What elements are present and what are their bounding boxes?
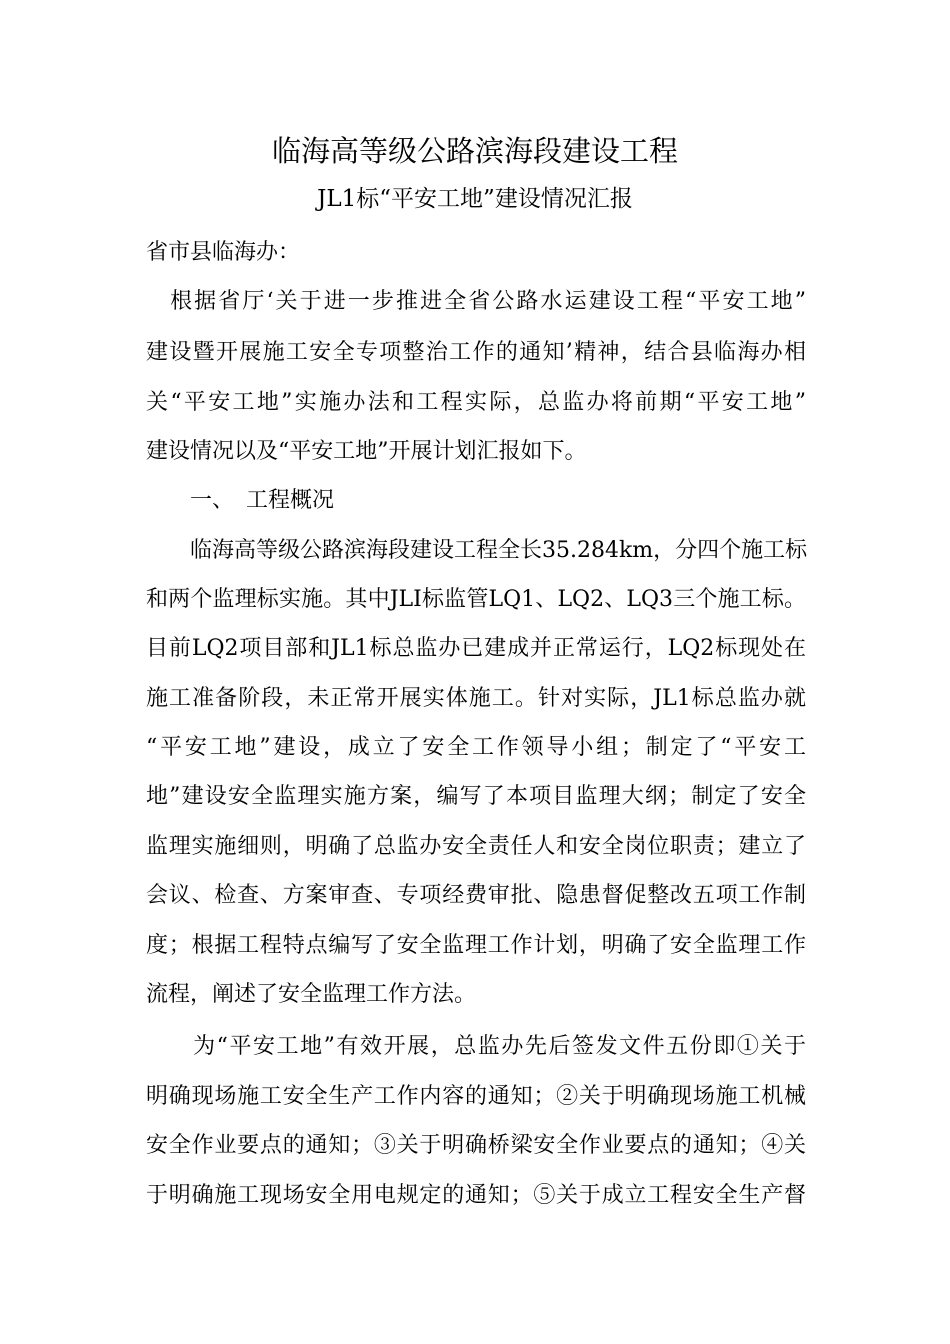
document-subtitle: JL1标“平安工地”建设情况汇报 xyxy=(317,186,633,212)
paragraph-line: 建设情况以及“平安工地”开展计划汇报如下。 xyxy=(146,439,587,464)
paragraph-line: 和两个监理标实施。其中JLI标监管LQ1、LQ2、LQ3三个施工标。 xyxy=(146,587,806,612)
paragraph-line: 关“平安工地”实施办法和工程实际，总监办将前期“平安工地” xyxy=(146,390,806,415)
salutation: 省市县临海办： xyxy=(146,240,301,265)
paragraph-line: 地”建设安全监理实施方案，编写了本项目监理大纲；制定了安全 xyxy=(146,784,806,809)
paragraph-line: 施工准备阶段，未正常开展实体施工。针对实际，JL1标总监办就 xyxy=(146,686,806,711)
paragraph-line: 为“平安工地”有效开展，总监办先后签发文件五份即①关于 xyxy=(146,1034,806,1059)
paragraph-line: 于明确施工现场安全用电规定的通知；⑤关于成立工程安全生产督 xyxy=(146,1183,806,1208)
document-title: 临海高等级公路滨海段建设工程 xyxy=(271,134,678,168)
paragraph-line: 安全作业要点的通知；③关于明确桥梁安全作业要点的通知；④关 xyxy=(146,1133,806,1158)
paragraph-line: 根据省厅‘关于进一步推进全省公路水运建设工程“平安工地” xyxy=(146,289,806,314)
paragraph-line: 会议、检查、方案审查、专项经费审批、隐患督促整改五项工作制 xyxy=(146,883,806,908)
paragraph-line: 监理实施细则，明确了总监办安全责任人和安全岗位职责；建立了 xyxy=(146,834,806,859)
paragraph-line: 流程，阐述了安全监理工作方法。 xyxy=(146,982,477,1007)
paragraph-line: “平安工地”建设，成立了安全工作领导小组；制定了“平安工 xyxy=(146,735,806,760)
paragraph-line: 目前LQ2项目部和JL1标总监办已建成并正常运行，LQ2标现处在 xyxy=(146,636,806,661)
paragraph-line: 度；根据工程特点编写了安全监理工作计划，明确了安全监理工作 xyxy=(146,933,806,958)
section-heading xyxy=(190,486,334,516)
section-heading-text: 工程概况 xyxy=(246,488,335,513)
paragraph-line: 明确现场施工安全生产工作内容的通知；②关于明确现场施工机械 xyxy=(146,1084,806,1109)
paragraph-line: 临海高等级公路滨海段建设工程全长35.284km，分四个施工标 xyxy=(146,538,808,563)
paragraph-line: 建设暨开展施工安全专项整治工作的通知’精神，结合县临海办相 xyxy=(146,340,806,365)
section-number: 一、 xyxy=(190,488,235,513)
